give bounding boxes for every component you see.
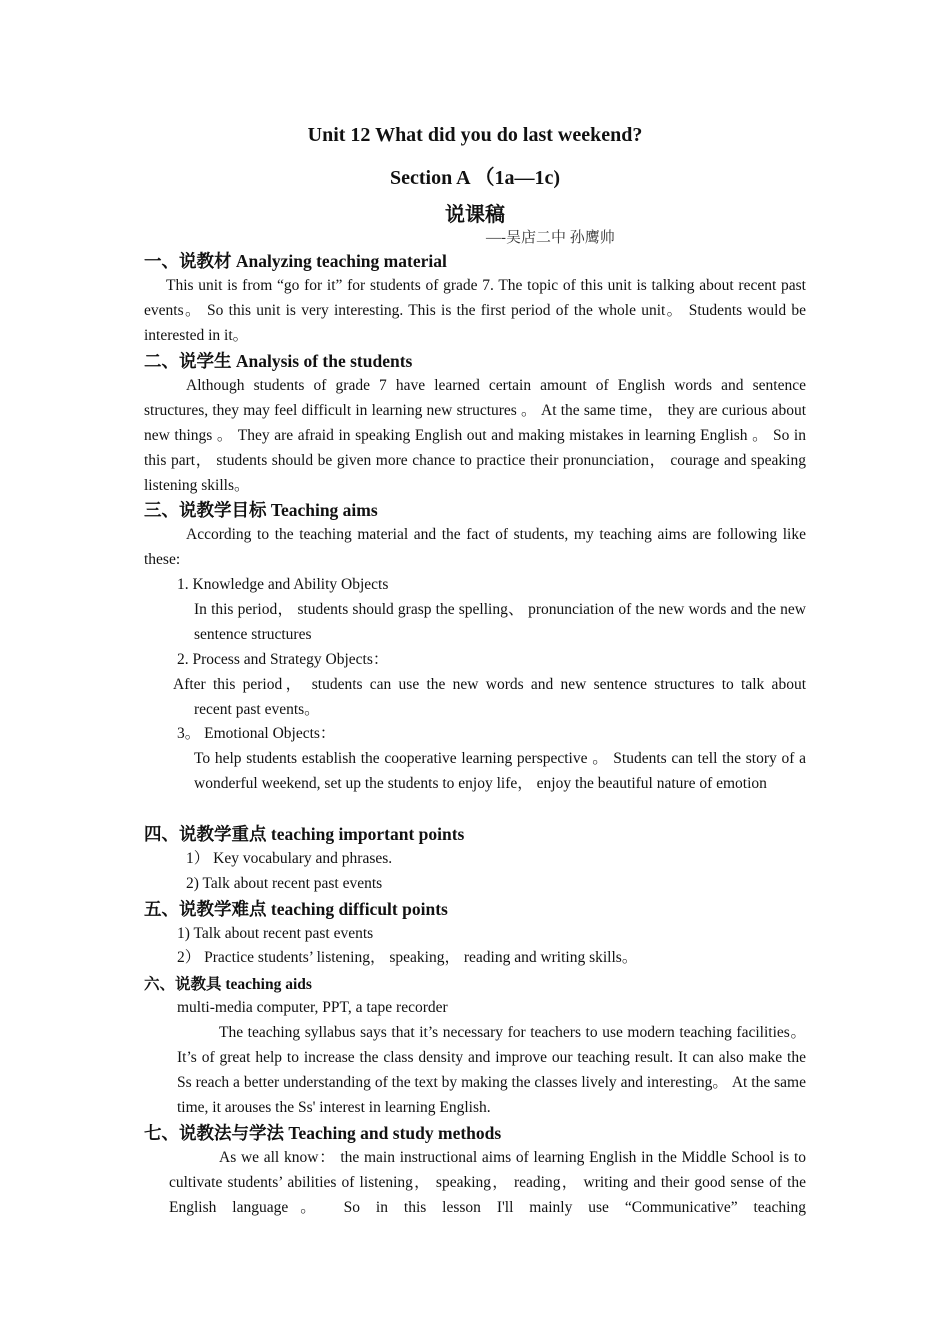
aim-2-body-second: recent past events。 xyxy=(194,701,320,718)
teaching-aids-list: multi-media computer, PPT, a tape recorder xyxy=(177,999,448,1016)
section-6-body: The teaching syllabus says that it’s necessary for teachers to use modern teaching facilities。 It’s of great help to increase the class density and improve our teaching result. It can also make the Ss reach a better understanding of the text by making the classes lively and interesting。 At the same time, it arouses the Ss' interest in learning English. xyxy=(177,1024,806,1116)
section-1-body: This unit is from “go for it” for students of grade 7. The topic of this unit is talking about recent past events。 So this unit is very interesting. This is the first period of the whole unit。 Students would be interested in it。 xyxy=(144,277,806,344)
aim-2-title: 2. Process and Strategy Objects： xyxy=(177,651,389,668)
document-title: Unit 12 What did you do last weekend? xyxy=(307,124,643,146)
section-2-body: Although students of grade 7 have learned certain amount of English words and sentence structures, they may feel difficult in learning new structures 。 At the same time， they are curious about new things 。 They are afraid in speaking English out and making mistakes in learning English 。 So in this part， students should be given more chance to practice their pronunciation， courage and speaking listening skills。 xyxy=(144,377,806,494)
important-point-2: 2) Talk about recent past events xyxy=(186,875,383,892)
difficult-point-2: 2） Practice students’ listening， speaking， reading and writing skills。 xyxy=(177,949,638,966)
aim-3-body: To help students establish the cooperative learning perspective 。 Students can tell the story of a wonderful weekend, set up the students to enjoy life， enjoy the beautiful nature of emotion xyxy=(194,750,806,792)
section-3-heading: 三、说教学目标 Teaching aims xyxy=(144,500,378,520)
author-line: —-吴店二中 孙鹰帅 xyxy=(486,230,615,246)
section-1-heading: 一、说教材 Analyzing teaching material xyxy=(144,251,447,271)
aim-3-title: 3。 Emotional Objects： xyxy=(177,725,336,742)
section-4-heading: 四、说教学重点 teaching important points xyxy=(144,824,465,844)
aim-1-body: In this period， students should grasp the spelling、 pronunciation of the new words and the new sentence structures xyxy=(194,601,806,643)
aim-2-body-first: After this period， students can use the new words and new sentence structures to talk about xyxy=(173,676,806,693)
aim-1-title: 1. Knowledge and Ability Objects xyxy=(177,576,389,593)
document-subtitle: Section A （1a—1c) xyxy=(390,167,560,189)
document-type: 说课稿 xyxy=(445,204,505,226)
important-point-1: 1） Key vocabulary and phrases. xyxy=(186,850,393,867)
section-7-body: As we all know： the main instructional aims of learning English in the Middle School is to cultivate students’ abilities of listening， speaking， reading， writing and their good sense of the English language。 So in this lesson I'll mainly use “Communicative” teaching xyxy=(169,1149,806,1216)
section-3-intro: According to the teaching material and the fact of students, my teaching aims are following like these: xyxy=(144,526,806,568)
section-5-heading: 五、说教学难点 teaching difficult points xyxy=(144,899,448,919)
difficult-point-1: 1) Talk about recent past events xyxy=(177,925,374,942)
section-7-heading: 七、说教法与学法 Teaching and study methods xyxy=(144,1123,502,1143)
section-6-heading: 六、说教具 teaching aids xyxy=(144,976,312,993)
section-2-heading: 二、说学生 Analysis of the students xyxy=(144,351,413,371)
